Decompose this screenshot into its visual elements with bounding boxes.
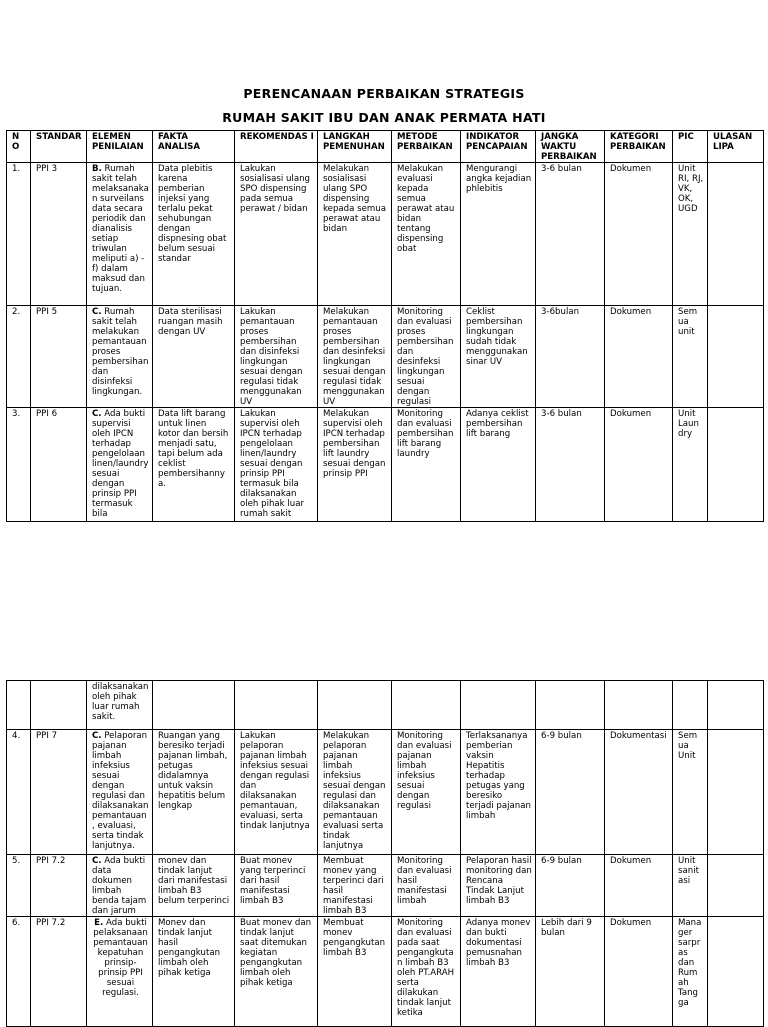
cell-langkah: Membuat monev yang terperinci dari hasil manifestasi limbah B3 — [318, 855, 392, 917]
cell-kategori: Dokumen — [605, 408, 673, 522]
cell-langkah — [318, 681, 392, 730]
cell-ulasan — [708, 408, 764, 522]
cell-jangka: Lebih dari 9 bulan — [536, 917, 605, 1027]
cell-standar: PPI 3 — [31, 163, 87, 306]
strategic-plan-table-page2 — [6, 680, 764, 1027]
cell-kategori — [605, 681, 673, 730]
elemen-text: Ada bukti data dokumen limbah benda tajam dan jarum — [92, 856, 147, 916]
cell-indikator: Terlaksananya pemberian vaksin Hepatitis terhadap petugas yang beresiko terjadi pajanan limbah — [461, 730, 536, 855]
elemen-text: Rumah sakit telah melakukan pemantauan proses pembersihan dan disinfeksi lingkungan. — [92, 307, 149, 397]
cell-fakta — [153, 681, 235, 730]
cell-ulasan — [708, 855, 764, 917]
header-indikator: INDIKATOR PENCAPAIAN — [461, 131, 536, 163]
cell-ulasan — [708, 730, 764, 855]
table-row — [7, 306, 764, 408]
cell-elemen — [87, 730, 153, 855]
cell-langkah: Melakukan sosialisasi ulang SPO dispensing kepada semua perawat atau bidan — [318, 163, 392, 306]
cell-jangka — [536, 681, 605, 730]
elemen-prefix: C. — [92, 856, 102, 866]
header-pic: PIC — [673, 131, 708, 163]
cell-no: 3. — [7, 408, 31, 522]
cell-no: 6. — [7, 917, 31, 1027]
cell-metode: Monitoring dan evaluasi proses pembersihan dan desinfeksi lingkungan sesuai dengan regulasi — [392, 306, 461, 408]
table-row — [7, 855, 764, 917]
cell-rekomendasi — [235, 681, 318, 730]
cell-indikator — [461, 681, 536, 730]
cell-kategori: Dokumen — [605, 855, 673, 917]
header-ulasan: ULASAN LIPA — [708, 131, 764, 163]
cell-elemen — [87, 855, 153, 917]
cell-jangka: 3-6 bulan — [536, 163, 605, 306]
cell-langkah: Melakukan pemantauan proses pembersihan dan desinfeksi lingkungan sesuai dengan regulasi tidak menggunakan UV — [318, 306, 392, 408]
cell-rekomendasi: Lakukan pemantauan proses pembersihan dan disinfeksi lingkungan sesuai dengan regulasi tidak menggunakan UV — [235, 306, 318, 408]
cell-indikator: Adanya monev dan bukti dokumentasi pemusnahan limbah B3 — [461, 917, 536, 1027]
cell-rekomendasi: Lakukan supervisi oleh IPCN terhadap pengelolaan linen/laundry sesuai dengan prinsip PPI termasuk bila dilaksanakan oleh pihak luar rumah sakit — [235, 408, 318, 522]
cell-pic: Unit Laun dry — [673, 408, 708, 522]
cell-elemen — [87, 306, 153, 408]
elemen-prefix: C. — [92, 409, 102, 419]
cell-elemen — [87, 408, 153, 522]
cell-standar: PPI 7.2 — [31, 855, 87, 917]
cell-kategori: Dokumentasi — [605, 730, 673, 855]
cell-langkah: Membuat monev pengangkutan limbah B3 — [318, 917, 392, 1027]
header-no: N O — [7, 131, 31, 163]
cell-elemen — [87, 163, 153, 306]
table-header-row — [7, 131, 764, 163]
cell-jangka: 6-9 bulan — [536, 855, 605, 917]
cell-elemen — [87, 917, 153, 1027]
header-jangka: JANGKA WAKTU PERBAIKAN — [536, 131, 605, 163]
cell-no — [7, 681, 31, 730]
elemen-text: Pelaporan pajanan limbah infeksius sesuai dengan regulasi dan dilaksanakan pemantauan, evaluasi, serta tindak lanjutnya. — [92, 731, 149, 851]
cell-fakta: Monev dan tindak lanjut hasil pengangkutan limbah oleh pihak ketiga — [153, 917, 235, 1027]
document-title-line2: RUMAH SAKIT IBU DAN ANAK PERMATA HATI — [222, 110, 546, 125]
cell-indikator: Ceklist pembersihan lingkungan sudah tidak menggunakan sinar UV — [461, 306, 536, 408]
cell-fakta: Data sterilisasi ruangan masih dengan UV — [153, 306, 235, 408]
cell-indikator: Pelaporan hasil monitoring dan Rencana Tindak Lanjut limbah B3 — [461, 855, 536, 917]
cell-jangka: 6-9 bulan — [536, 730, 605, 855]
cell-no: 2. — [7, 306, 31, 408]
cell-pic: Sem ua unit — [673, 306, 708, 408]
cell-ulasan — [708, 681, 764, 730]
cell-pic — [673, 681, 708, 730]
elemen-prefix: B. — [92, 164, 102, 174]
cell-rekomendasi: Lakukan sosialisasi ulang SPO dispensing pada semua perawat / bidan — [235, 163, 318, 306]
cell-pic: Unit sanit asi — [673, 855, 708, 917]
cell-standar: PPI 6 — [31, 408, 87, 522]
elemen-text: Ada bukti supervisi oleh IPCN terhadap pengelolaan linen/laundry sesuai dengan prinsip PPI termasuk bila — [92, 409, 149, 519]
cell-metode: Monitoring dan evaluasi pada saat pengangkuta n limbah B3 oleh PT.ARAH serta dilakukan tindak lanjut ketika — [392, 917, 461, 1027]
cell-jangka: 3-6bulan — [536, 306, 605, 408]
cell-pic: Unit RI, RJ, VK, OK, UGD — [673, 163, 708, 306]
table-row — [7, 163, 764, 306]
cell-metode: Monitoring dan evaluasi hasil manifestasi limbah — [392, 855, 461, 917]
cell-no: 4. — [7, 730, 31, 855]
header-standar: STANDAR — [31, 131, 87, 163]
cell-rekomendasi: Buat monev dan tindak lanjut saat ditemukan kegiatan pengangkutan limbah oleh pihak ketiga — [235, 917, 318, 1027]
table-row-continuation — [7, 681, 764, 730]
cell-fakta: Ruangan yang beresiko terjadi pajanan limbah, petugas didalamnya untuk vaksin hepatitis belum lengkap — [153, 730, 235, 855]
cell-metode: Monitoring dan evaluasi pajanan limbah infeksius sesuai dengan regulasi — [392, 730, 461, 855]
cell-pic: Mana ger sarpr as dan Rum ah Tang ga — [673, 917, 708, 1027]
table-row — [7, 917, 764, 1027]
document-title-line1: PERENCANAAN PERBAIKAN STRATEGIS — [243, 86, 525, 101]
cell-standar: PPI 7 — [31, 730, 87, 855]
header-metode: METODE PERBAIKAN — [392, 131, 461, 163]
cell-fakta: Data lift barang untuk linen kotor dan bersih menjadi satu, tapi belum ada ceklist pembersihanny a. — [153, 408, 235, 522]
elemen-prefix: C. — [92, 731, 102, 741]
cell-fakta: monev dan tindak lanjut dari manifestasi limbah B3 belum terperinci — [153, 855, 235, 917]
cell-no: 1. — [7, 163, 31, 306]
cell-ulasan — [708, 163, 764, 306]
elemen-prefix: C. — [92, 307, 102, 317]
cell-indikator: Mengurangi angka kejadian phlebitis — [461, 163, 536, 306]
cell-rekomendasi: Buat monev yang terperinci dari hasil manifestasi limbah B3 — [235, 855, 318, 917]
cell-rekomendasi: Lakukan pelaporan pajanan limbah infeksius sesuai dengan regulasi dan dilaksanakan pemantauan, evaluasi, serta tindak lanjutnya — [235, 730, 318, 855]
cell-standar — [31, 681, 87, 730]
cell-kategori: Dokumen — [605, 163, 673, 306]
cell-indikator: Adanya ceklist pembersihan lift barang — [461, 408, 536, 522]
cell-kategori: Dokumen — [605, 306, 673, 408]
table-row — [7, 408, 764, 522]
header-langkah: LANGKAH PEMENUHAN — [318, 131, 392, 163]
cell-metode — [392, 681, 461, 730]
cell-langkah: Melakukan supervisi oleh IPCN terhadap pembersihan lift laundry sesuai dengan prinsip PPI — [318, 408, 392, 522]
strategic-plan-table-page1 — [6, 130, 764, 522]
header-rekomendasi: REKOMENDAS I — [235, 131, 318, 163]
cell-pic: Sem ua Unit — [673, 730, 708, 855]
cell-metode: Melakukan evaluasi kepada semua perawat atau bidan tentang dispensing obat — [392, 163, 461, 306]
cell-no: 5. — [7, 855, 31, 917]
cell-langkah: Melakukan pelaporan pajanan limbah infeksius sesuai dengan regulasi dan dilaksanakan pemantauan evaluasi serta tindak lanjutnya — [318, 730, 392, 855]
cell-jangka: 3-6 bulan — [536, 408, 605, 522]
cell-kategori: Dokumen — [605, 917, 673, 1027]
cell-elemen: dilaksanakan oleh pihak luar rumah sakit. — [87, 681, 153, 730]
cell-fakta: Data plebitis karena pemberian injeksi yang terlalu pekat sehubungan dengan dispnesing obat belum sesuai standar — [153, 163, 235, 306]
header-elemen: ELEMEN PENILAIAN — [87, 131, 153, 163]
cell-metode: Monitoring dan evaluasi pembersihan lift barang laundry — [392, 408, 461, 522]
cell-standar: PPI 7.2 — [31, 917, 87, 1027]
table-row — [7, 730, 764, 855]
elemen-text: Ada bukti pelaksanaan pemantauan kepatuhan prinsip-prinsip PPI sesuai regulasi. — [93, 918, 148, 998]
header-fakta: FAKTA ANALISA — [153, 131, 235, 163]
cell-ulasan — [708, 917, 764, 1027]
elemen-text: Rumah sakit telah melaksanaka n surveilans data secara periodik dan dianalisis setiap triwulan meliputi a) - f) dalam maksud dan tujuan. — [92, 164, 149, 294]
elemen-prefix: E. — [94, 918, 104, 928]
header-kategori: KATEGORI PERBAIKAN — [605, 131, 673, 163]
cell-ulasan — [708, 306, 764, 408]
cell-standar: PPI 5 — [31, 306, 87, 408]
